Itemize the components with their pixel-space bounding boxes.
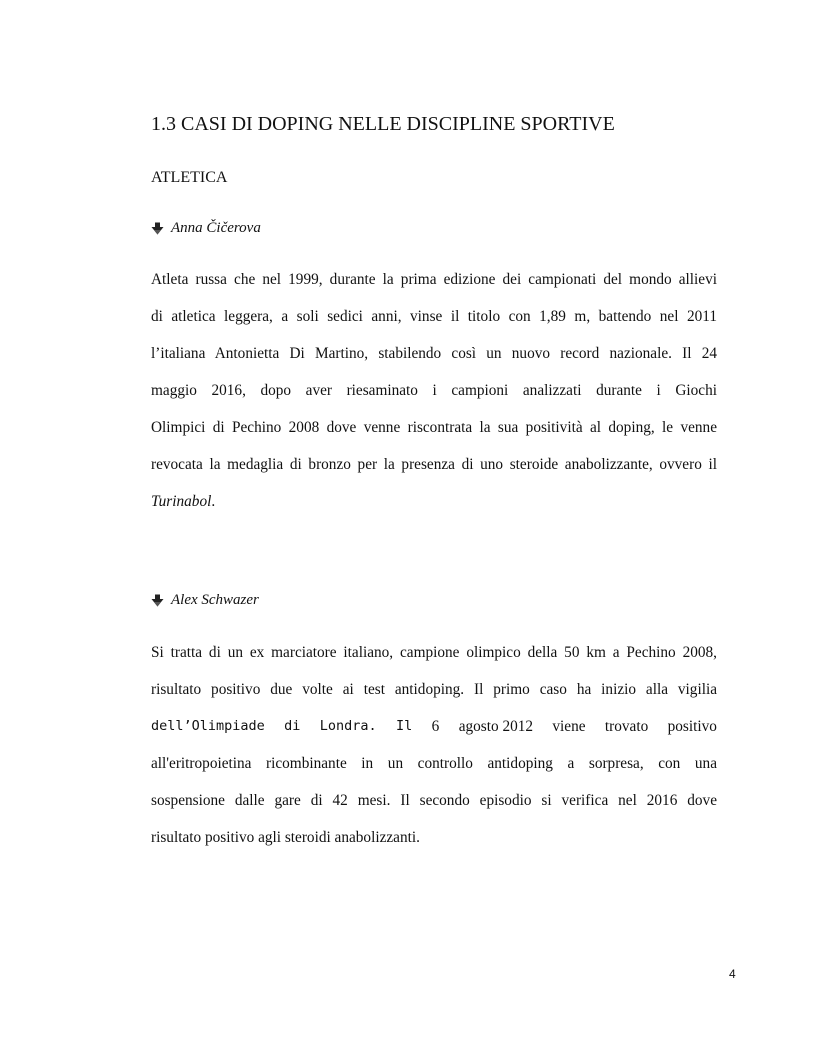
paragraph-line: sospensione dalle gare di 42 mesi. Il secondo episodio si verifica nel 2016 dove (151, 792, 717, 809)
discipline-subheading: ATLETICA (151, 169, 228, 186)
paragraph-line: risultato positivo agli steroidi anabolizzanti. (151, 829, 420, 846)
arrow-bullet-icon (151, 222, 164, 235)
paragraph-line: Turinabol. (151, 493, 216, 510)
athlete-bullet-schwazer (151, 592, 259, 609)
paragraph-line: all'eritropoietina ricombinante in un controllo antidoping a sorpresa, con una (151, 755, 717, 772)
arrow-bullet-icon (151, 594, 164, 607)
paragraph-line: Si tratta di un ex marciatore italiano, campione olimpico della 50 km a Pechino 2008, (151, 644, 717, 661)
paragraph-line: maggio 2016, dopo aver riesaminato i campioni analizzati durante i Giochi (151, 382, 717, 399)
athlete-bullet-cicerova (151, 220, 261, 237)
section-heading: 1.3 CASI DI DOPING NELLE DISCIPLINE SPORTIVE (151, 113, 615, 135)
drug-name: Turinabol (151, 493, 212, 510)
paragraph-line: di atletica leggera, a soli sedici anni, vinse il titolo con 1,89 m, battendo nel 2011 (151, 308, 717, 325)
paragraph-cicerova (151, 261, 717, 520)
paragraph-line: Atleta russa che nel 1999, durante la prima edizione dei campionati del mondo allievi (151, 271, 717, 288)
paragraph-line: Olimpici di Pechino 2008 dove venne riscontrata la sua positività al doping, le venne (151, 419, 717, 436)
page-number: 4 (729, 967, 736, 981)
paragraph-schwazer (151, 634, 717, 856)
paragraph-line: dell’Olimpiade di Londra. Il 6 agosto 2012 viene trovato positivo (151, 718, 717, 735)
paragraph-line: revocata la medaglia di bronzo per la presenza di uno steroide anabolizzante, ovvero il (151, 456, 717, 473)
paragraph-line: l’italiana Antonietta Di Martino, stabilendo così un nuovo record nazionale. Il 24 (151, 345, 717, 362)
paragraph-line: risultato positivo due volte ai test antidoping. Il primo caso ha inizio alla vigilia (151, 681, 717, 698)
athlete-name: Alex Schwazer (171, 592, 259, 608)
athlete-name: Anna Čičerova (171, 220, 261, 236)
